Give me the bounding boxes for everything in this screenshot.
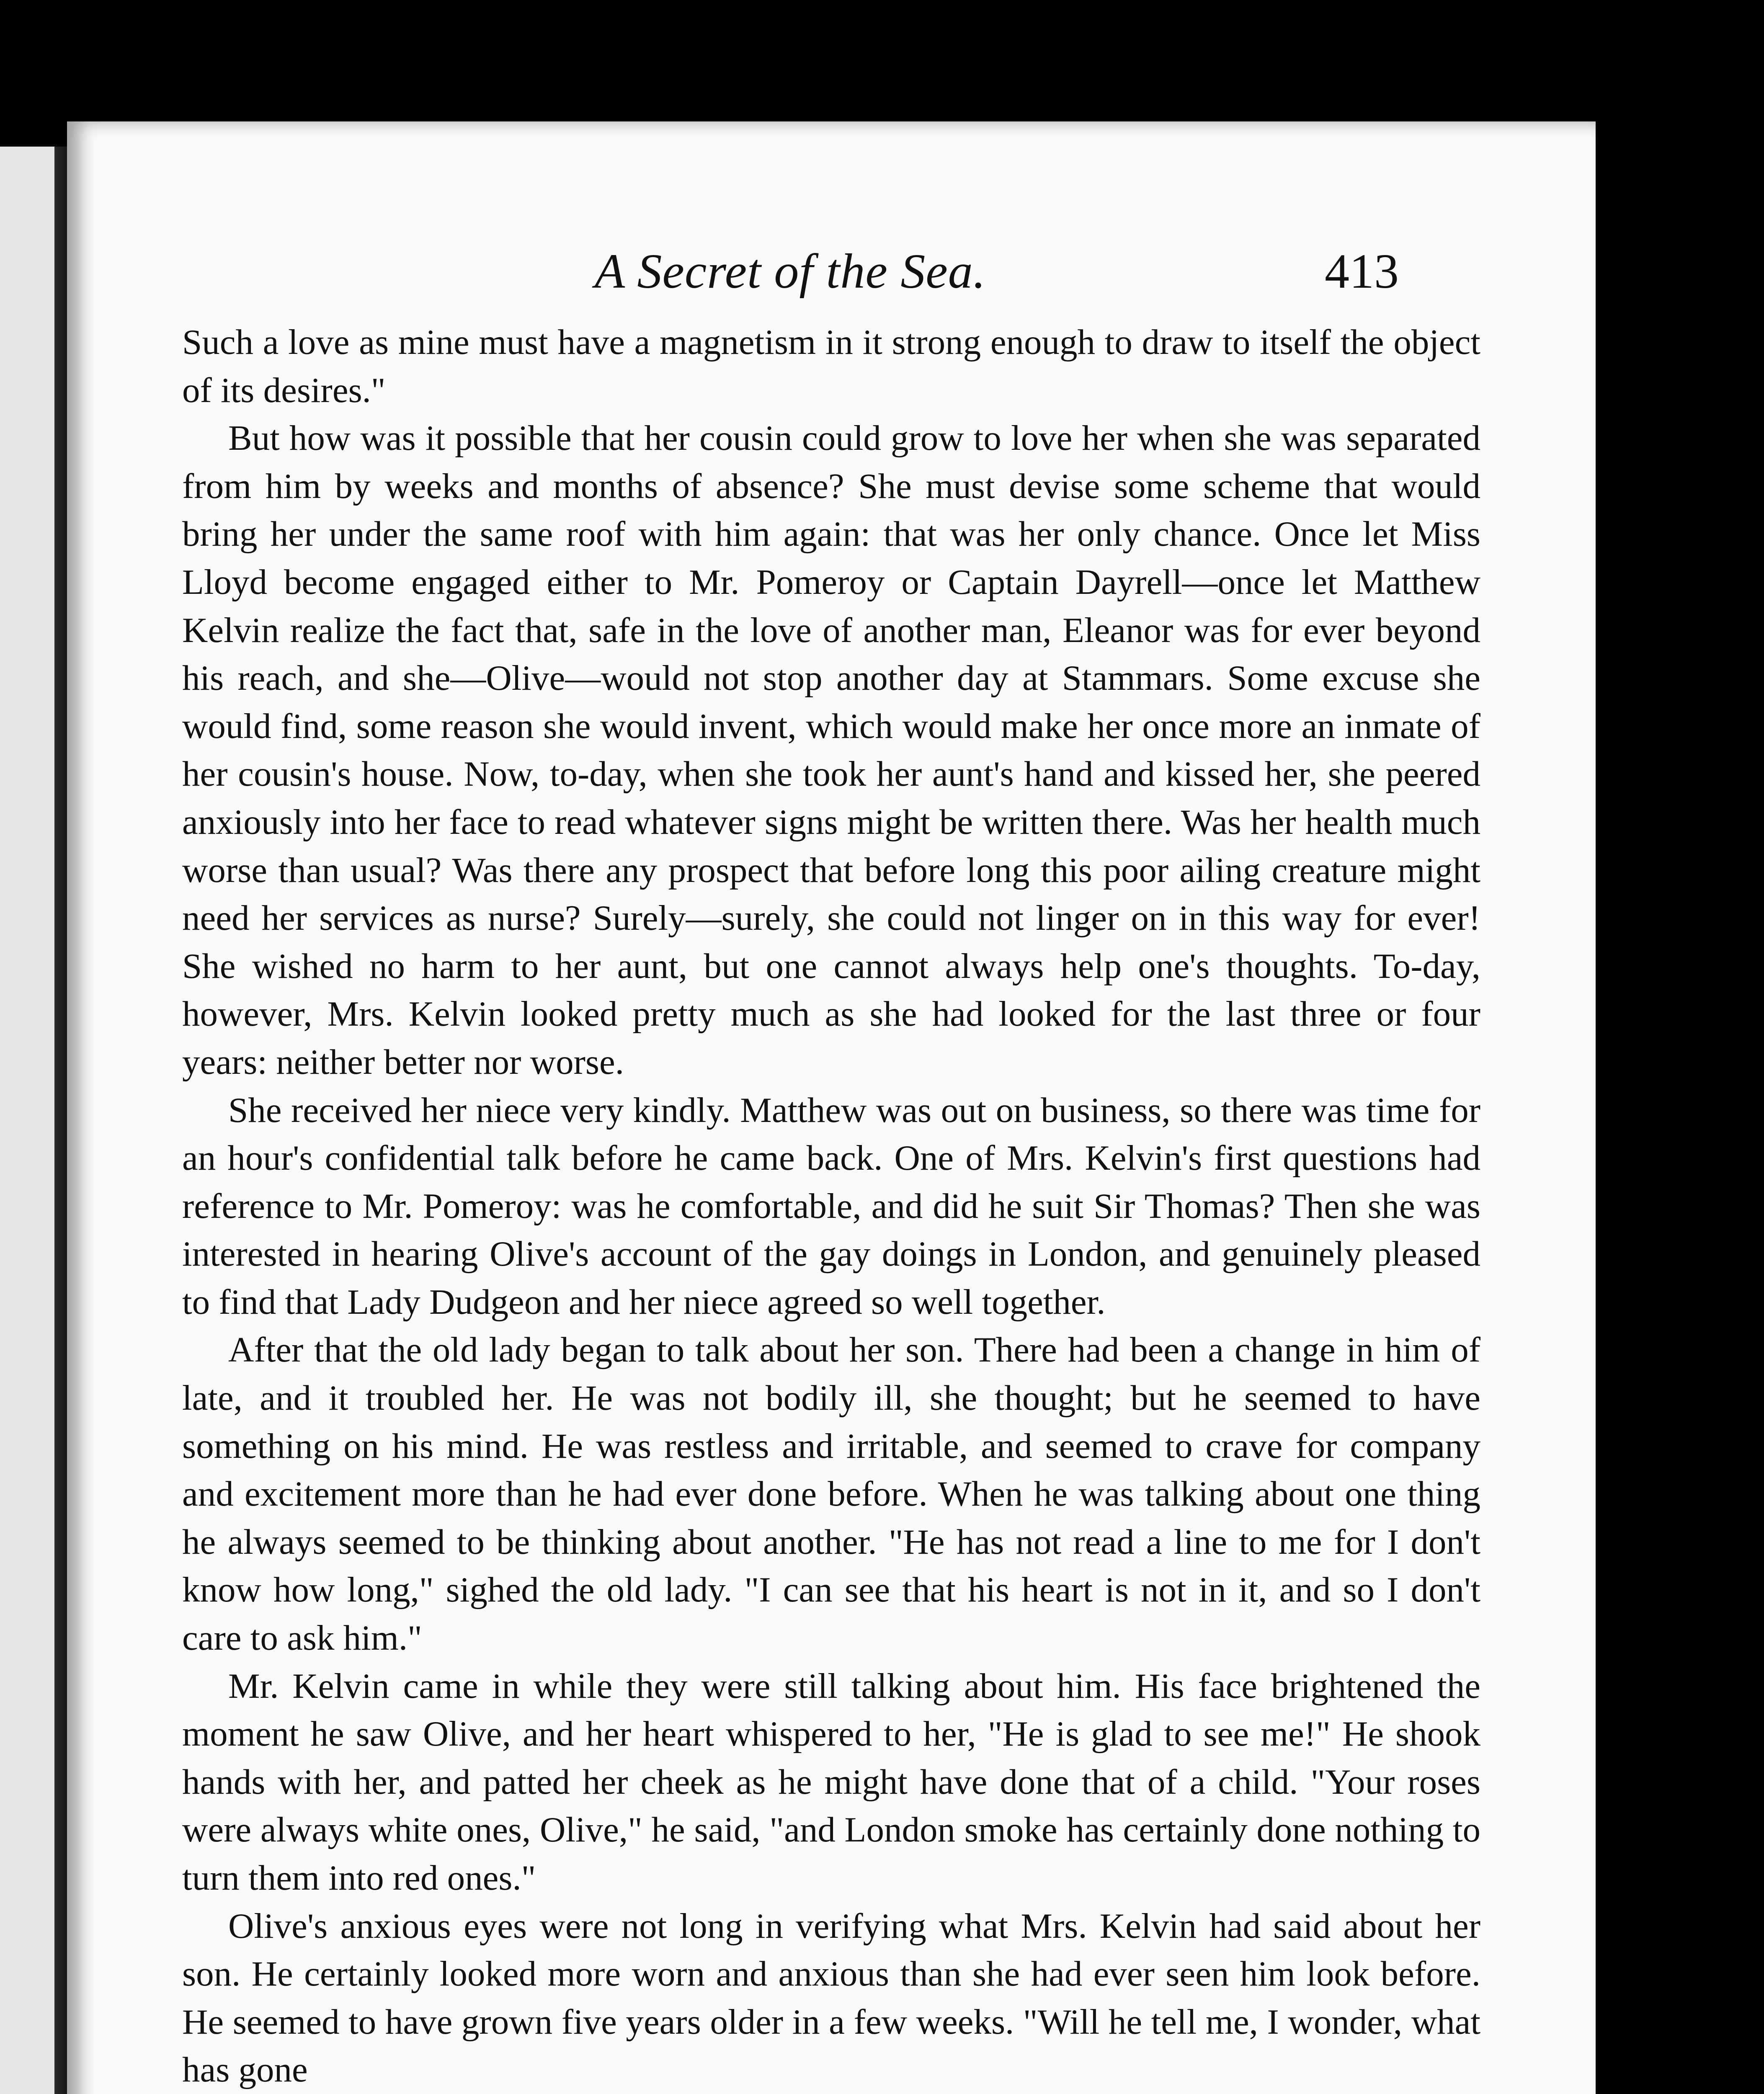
opposite-page-edge: [0, 147, 59, 2094]
page-number: 413: [1325, 244, 1399, 299]
paragraph: She received her niece very kindly. Matthew was out on business, so there was time for an hour's confidential talk before he came back. One of Mrs. Kelvin's first questions had reference to Mr. Pomeroy: was he comfortable, and did he suit Sir Thomas? Then she was interested in hearing Olive's account of the gay doings in London, and genuinely pleased to find that Lady Dudgeon and her niece agreed so well together.: [182, 1090, 1480, 1322]
paragraph: Olive's anxious eyes were not long in verifying what Mrs. Kelvin had said about her son. He certainly looked more worn and anxious than she had ever seen him look before. He seemed to have grown five years older in a few weeks. "Will he tell me, I wonder, what has gone: [182, 1906, 1480, 2090]
paragraph: But how was it possible that her cousin could grow to love her when she was separated from him by weeks and months of absence? She must devise some scheme that would bring her under the same roof with him again: that was her only chance. Once let Miss Lloyd become engaged either to Mr. Pomeroy or Captain Dayrell—once let Matthew Kelvin realize the fact that, safe in the love of another man, Eleanor was for ever beyond his reach, and she—Olive—would not stop another day at Stammars. Some excuse she would find, some reason she would invent, which would make her once more an inmate of her cousin's house. Now, to-day, when she took her aunt's hand and kissed her, she peered anxiously into her face to read whatever signs might be written there. Was her health much worse than usual? Was there any prospect that before long this poor ailing creature might need her services as nurse? Surely—surely, she could not linger on in this way for ever! She wished no harm to her aunt, but one cannot always help one's thoughts. To-day, however, Mrs. Kelvin looked pretty much as she had looked for the last three or four years: neither better nor worse.: [182, 418, 1480, 1082]
page-header: [67, 239, 1596, 306]
paragraph: After that the old lady began to talk about her son. There had been a change in him of late, and it troubled her. He was not bodily ill, she thought; but he seemed to have something on his mind. He was restless and irritable, and seemed to crave for company and excitement more than he had ever done before. When he was talking about one thing he always seemed to be thinking about another. "He has not read a line to me for I don't know how long," sighed the old lady. "I can see that his heart is not in it, and so I don't care to ask him.": [182, 1330, 1480, 1658]
running-title: A Secret of the Sea.: [595, 244, 986, 299]
book-page: [67, 121, 1596, 2094]
paragraph-continued: Such a love as mine must have a magnetism in it strong enough to draw to itself the object of its desires.": [182, 322, 1480, 410]
page-body: [182, 318, 1480, 2094]
paragraph: Mr. Kelvin came in while they were still talking about him. His face brightened the moment he saw Olive, and her heart whispered to her, "He is glad to see me!" He shook hands with her, and patted her cheek as he might have done that of a child. "Your roses were always white ones, Olive," he said, "and London smoke has certainly done nothing to turn them into red ones.": [182, 1666, 1480, 1898]
